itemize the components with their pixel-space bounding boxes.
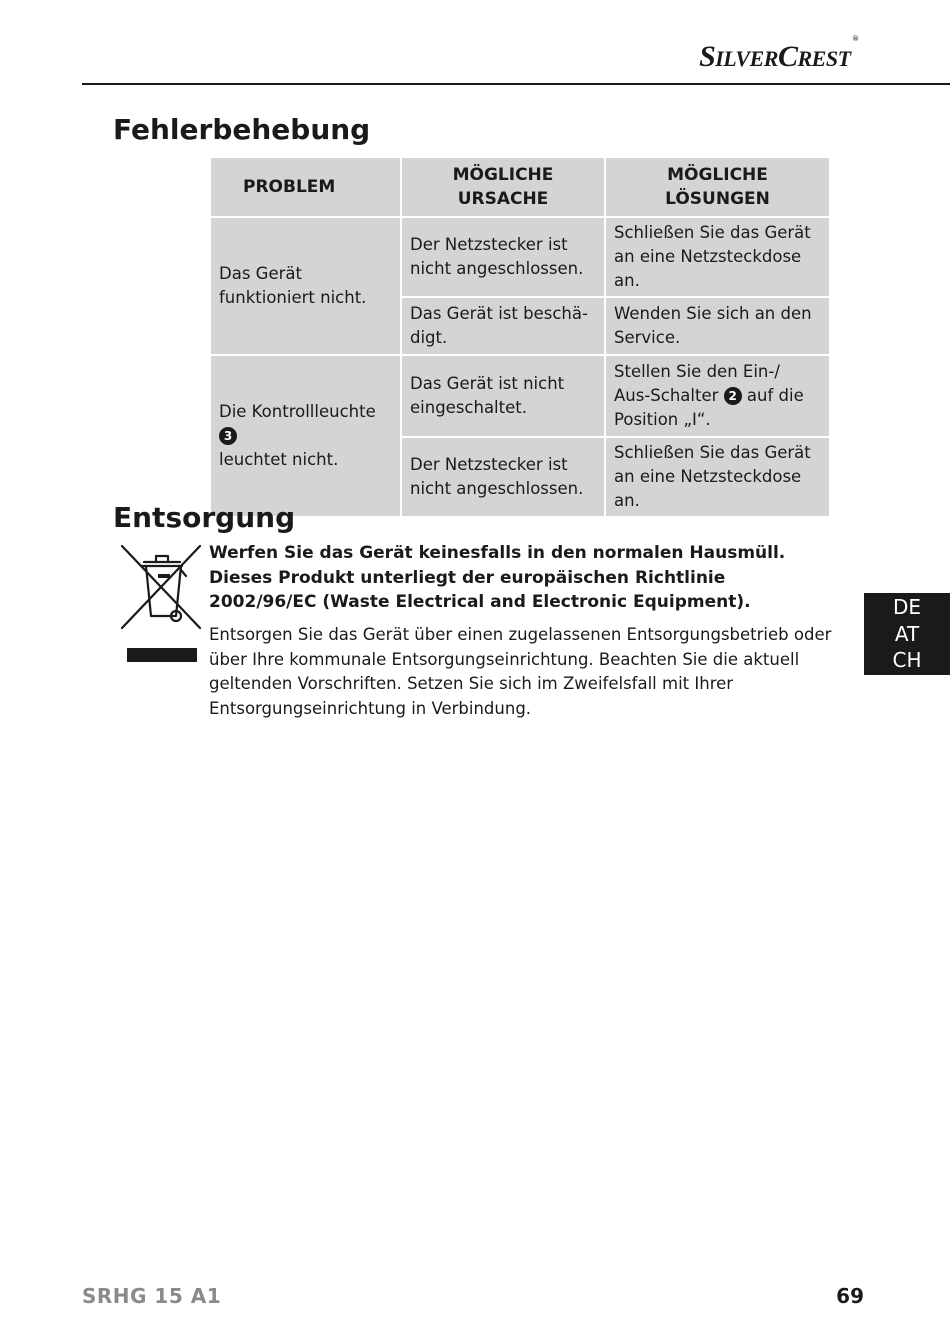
solution-cell: Stellen Sie den Ein-/ Aus-Schalter 2 auf die Position „I“. xyxy=(605,355,830,437)
language-code: CH xyxy=(892,648,922,672)
language-code: AT xyxy=(894,621,920,646)
crossed-out-wheelie-bin-icon xyxy=(118,542,208,634)
page-number: 69 xyxy=(836,1284,864,1308)
disposal-warning: Werfen Sie das Gerät keinesfalls in den normalen Hausmüll. Dieses Produkt unterliegt der europäischen Richtlinie 2002/96/EC (Waste Electrical and Electronic Equipment). xyxy=(209,543,786,612)
language-tab xyxy=(864,593,950,675)
solution-cell: Schließen Sie das Gerät an eine Netzsteckdose an. xyxy=(605,437,830,517)
solution-cell: Wenden Sie sich an den Service. xyxy=(605,297,830,355)
table-row xyxy=(210,217,830,297)
disposal-text: Entsorgen Sie das Gerät über einen zugelassenen Entsorgungsbetrieb oder über Ihre kommunale Entsorgungseinrichtung. Beachten Sie die aktuell geltenden Vorschriften. Setzen Sie sich im Zweifelsfall mit Ihrer Entsorgungseinrichtung in Verbindung. xyxy=(209,625,832,718)
column-header-solution: MÖGLICHE LÖSUNGEN xyxy=(605,157,830,217)
language-code: DE xyxy=(892,595,922,619)
header-rule xyxy=(82,83,950,85)
cause-cell: Das Gerät ist nicht eingeschaltet. xyxy=(401,355,605,437)
brand-logo: SILVERCREST® xyxy=(699,34,858,73)
column-header-problem: PROBLEM xyxy=(210,157,401,217)
table-row xyxy=(210,355,830,437)
weee-marking-bar xyxy=(127,648,197,662)
reference-number-badge: 2 xyxy=(724,387,742,405)
table-header-row xyxy=(210,157,830,217)
troubleshooting-table xyxy=(209,156,831,518)
cause-cell: Das Gerät ist beschä-digt. xyxy=(401,297,605,355)
solution-cell: Schließen Sie das Gerät an eine Netzsteckdose an. xyxy=(605,217,830,297)
disposal-title: Entsorgung xyxy=(113,501,296,534)
troubleshooting-title: Fehlerbehebung xyxy=(113,113,371,146)
problem-cell: Das Gerät funktioniert nicht. xyxy=(210,217,401,355)
cause-cell: Der Netzstecker ist nicht angeschlossen. xyxy=(401,437,605,517)
problem-cell: Die Kontrollleuchte 3 leuchtet nicht. xyxy=(210,355,401,517)
reference-number-badge: 3 xyxy=(219,427,237,445)
footer-model: SRHG 15 A1 xyxy=(82,1284,222,1308)
cause-cell: Der Netzstecker ist nicht angeschlossen. xyxy=(401,217,605,297)
column-header-cause: MÖGLICHE URSACHE xyxy=(401,157,605,217)
